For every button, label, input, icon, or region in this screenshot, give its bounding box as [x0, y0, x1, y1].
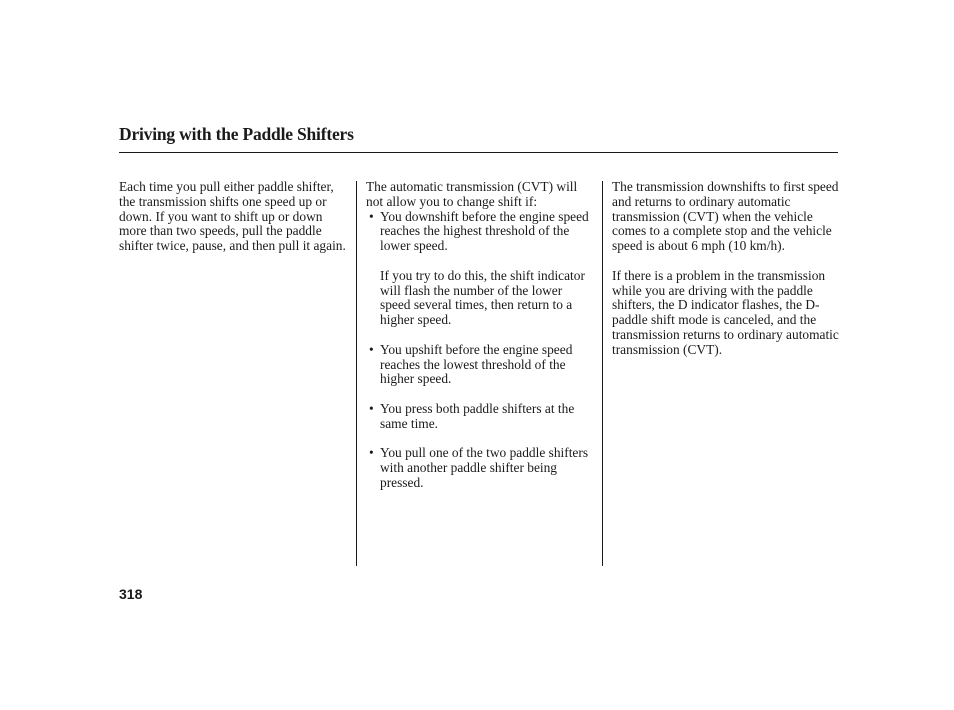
list-item: [366, 446, 594, 490]
column-divider-right: [602, 181, 603, 566]
list-item: [366, 210, 594, 328]
column-3-paragraph-1: The transmission downshifts to first speed and returns to ordinary automatic transmission (CVT) when the vehicle comes to a complete stop and the vehicle speed is about 6 mph (10 km/h).: [612, 179, 839, 254]
page-title: Driving with the Paddle Shifters: [119, 124, 354, 144]
column-divider-left: [356, 181, 357, 566]
list-item: [366, 402, 594, 432]
shift-restriction-list: [366, 210, 594, 491]
column-3: [612, 180, 842, 372]
list-item-text: You upshift before the engine speed reaches the lowest threshold of the higher speed.: [380, 341, 573, 387]
column-1-paragraph: Each time you pull either paddle shifter, the transmission shifts one speed up or down. If you want to shift up or down more than two speeds, pull the paddle shifter twice, pause, and then pull it again.: [119, 179, 346, 254]
title-divider: [119, 152, 838, 153]
bullet-icon: •: [369, 445, 374, 461]
bullet-icon: •: [369, 208, 374, 224]
column-1: [119, 180, 347, 269]
list-item-note: If you try to do this, the shift indicator will flash the number of the lower speed several times, then return to a higher speed.: [380, 267, 585, 328]
column-3-paragraph-2: If there is a problem in the transmission while you are driving with the paddle shifters, the D indicator flashes, the D-paddle shift mode is canceled, and the transmission returns to ordinary automatic transmission (CVT).: [612, 267, 839, 357]
page-number: 318: [119, 586, 143, 602]
bullet-icon: •: [369, 400, 374, 416]
list-item-text: You downshift before the engine speed reaches the highest threshold of the lower speed.: [380, 208, 589, 254]
column-2-intro: The automatic transmission (CVT) will not allow you to change shift if:: [366, 179, 578, 209]
bullet-icon: •: [369, 341, 374, 357]
list-item-text: You press both paddle shifters at the same time.: [380, 400, 575, 431]
column-2: [366, 180, 594, 506]
list-item: [366, 343, 594, 387]
list-item-text: You pull one of the two paddle shifters with another paddle shifter being pressed.: [380, 445, 589, 490]
